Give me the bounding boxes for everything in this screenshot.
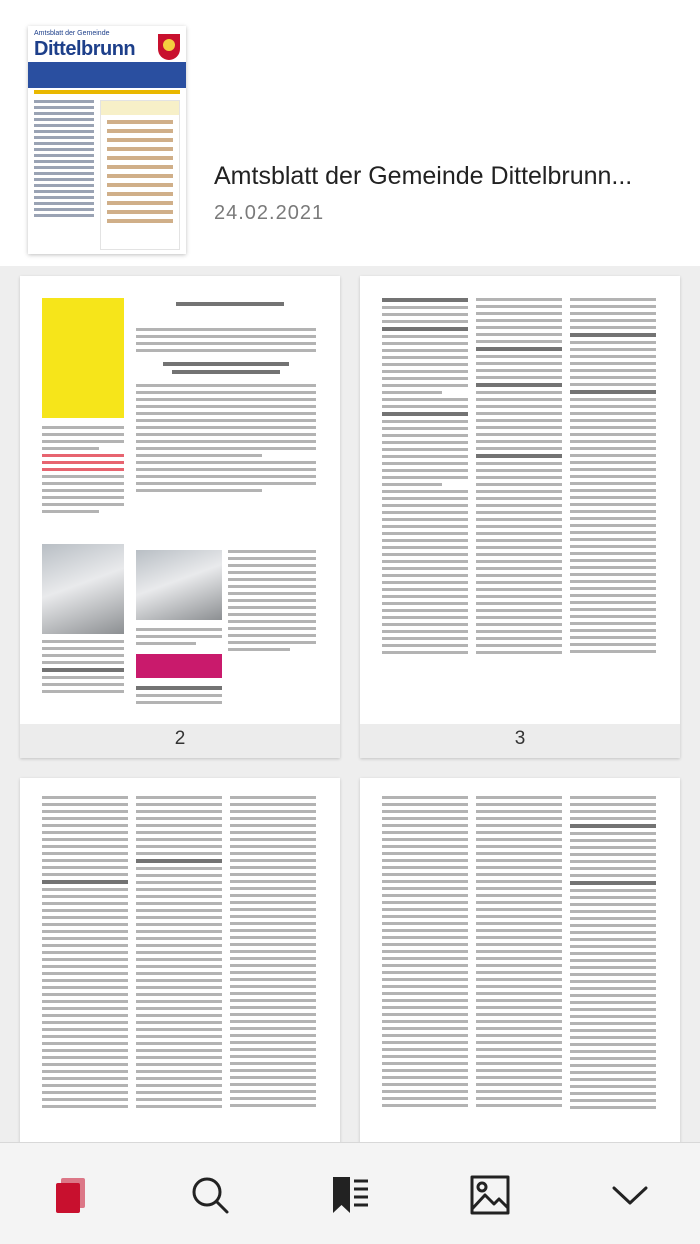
page-thumbnail-4[interactable] xyxy=(20,778,340,1158)
page-number: 2 xyxy=(20,724,340,758)
cover-name: Dittelbrunn xyxy=(34,38,136,60)
image-icon[interactable] xyxy=(468,1173,512,1217)
page-preview xyxy=(360,276,680,724)
cover-heading: Amtsblatt der Gemeinde xyxy=(34,30,110,37)
document-header xyxy=(0,0,700,266)
bottom-toolbar xyxy=(0,1142,700,1244)
page-number: 3 xyxy=(360,724,680,758)
document-title: Amtsblatt der Gemeinde Dittelbrunn... xyxy=(214,162,633,190)
bookmarks-icon[interactable] xyxy=(328,1173,372,1217)
page-thumbnail-5[interactable] xyxy=(360,778,680,1158)
pages-icon[interactable] xyxy=(48,1173,92,1217)
cover-thumbnail[interactable] xyxy=(28,26,186,254)
page-preview xyxy=(20,778,340,1158)
crest-icon xyxy=(158,34,180,60)
chevron-down-icon[interactable] xyxy=(608,1173,652,1217)
cover-event-box xyxy=(100,100,180,250)
page-preview xyxy=(360,778,680,1158)
document-date: 24.02.2021 xyxy=(214,202,325,224)
page-preview xyxy=(20,276,340,724)
search-icon[interactable] xyxy=(188,1173,232,1217)
cover-text-block xyxy=(34,100,94,220)
page-thumbnail-3[interactable] xyxy=(360,276,680,758)
page-thumbnail-2[interactable] xyxy=(20,276,340,758)
